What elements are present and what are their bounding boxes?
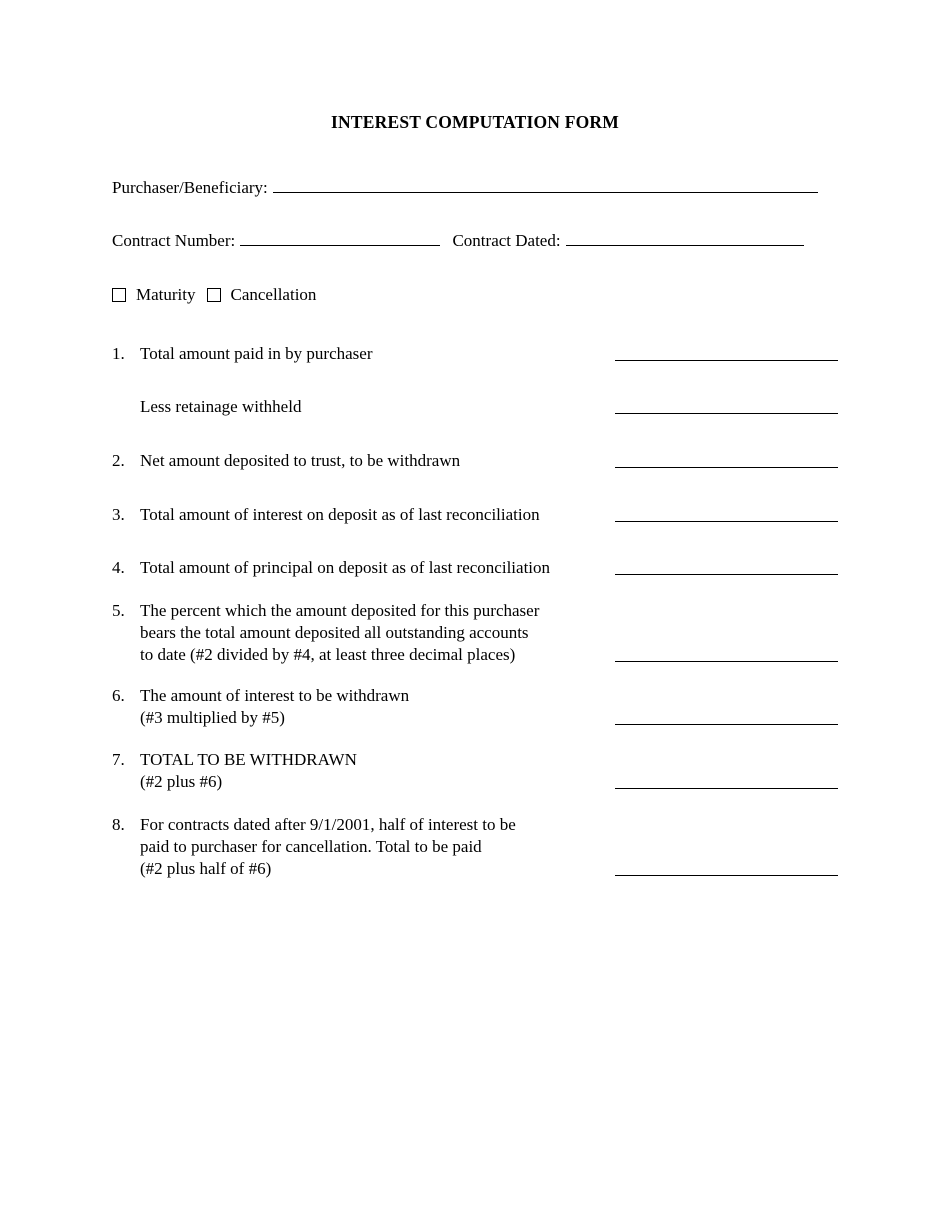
item-text-line-1: For contracts dated after 9/1/2001, half of interest to be xyxy=(140,815,516,834)
item-text-line-2: paid to purchaser for cancellation. Total to be paid xyxy=(140,837,482,856)
item-text: Total amount of principal on deposit as of last reconciliation xyxy=(140,558,551,577)
contract-row xyxy=(112,229,804,252)
contract-dated-label: Contract Dated: xyxy=(452,231,561,250)
item-text-line-2: bears the total amount deposited all outstanding accounts xyxy=(140,623,529,642)
item-text-line-3: to date (#2 divided by #4, at least three decimal places) xyxy=(140,645,516,664)
item-5 xyxy=(112,600,838,666)
maturity-label: Maturity xyxy=(136,285,196,304)
item-5-answer-field[interactable] xyxy=(615,661,838,662)
item-1-answer-field[interactable] xyxy=(615,360,838,361)
item-text-line-3: (#2 plus half of #6) xyxy=(140,859,272,878)
item-text: Total amount of interest on deposit as of last reconciliation xyxy=(140,505,540,524)
item-4-answer-field[interactable] xyxy=(615,574,838,575)
contract-number-field[interactable] xyxy=(240,229,440,246)
item-number: 8. xyxy=(112,815,125,834)
cancellation-checkbox[interactable] xyxy=(207,288,221,302)
item-6-answer-field[interactable] xyxy=(615,724,838,725)
item-number: 1. xyxy=(112,344,125,363)
item-number: 3. xyxy=(112,505,125,524)
item-text: Less retainage withheld xyxy=(140,397,302,416)
type-options xyxy=(112,284,327,306)
item-number: 7. xyxy=(112,750,125,769)
item-4 xyxy=(112,557,838,579)
item-text-line-2: (#3 multiplied by #5) xyxy=(140,708,285,727)
item-3 xyxy=(112,504,838,526)
item-number: 2. xyxy=(112,451,125,470)
item-text: Total amount paid in by purchaser xyxy=(140,344,373,363)
cancellation-label: Cancellation xyxy=(230,285,317,304)
item-text-line-2: (#2 plus #6) xyxy=(140,772,223,791)
item-text-line-1: TOTAL TO BE WITHDRAWN xyxy=(140,750,357,769)
item-2-answer-field[interactable] xyxy=(615,467,838,468)
item-text-line-1: The amount of interest to be withdrawn xyxy=(140,686,410,705)
item-text: Net amount deposited to trust, to be withdrawn xyxy=(140,451,461,470)
purchaser-field[interactable] xyxy=(273,176,818,193)
item-retainage-answer-field[interactable] xyxy=(615,413,838,414)
item-7 xyxy=(112,749,838,793)
item-1 xyxy=(112,343,838,365)
item-number: 5. xyxy=(112,601,125,620)
item-number: 6. xyxy=(112,686,125,705)
maturity-checkbox[interactable] xyxy=(112,288,126,302)
item-8 xyxy=(112,814,838,880)
item-6 xyxy=(112,685,838,729)
item-number: 4. xyxy=(112,558,125,577)
form-title: INTEREST COMPUTATION FORM xyxy=(331,112,619,132)
item-3-answer-field[interactable] xyxy=(615,521,838,522)
item-retainage xyxy=(112,396,838,418)
contract-number-label: Contract Number: xyxy=(112,231,236,250)
purchaser-label: Purchaser/Beneficiary: xyxy=(112,178,268,197)
item-2 xyxy=(112,450,838,472)
purchaser-row xyxy=(112,176,818,199)
item-8-answer-field[interactable] xyxy=(615,875,838,876)
item-text-line-1: The percent which the amount deposited for this purchaser xyxy=(140,601,540,620)
contract-dated-field[interactable] xyxy=(566,229,804,246)
item-7-answer-field[interactable] xyxy=(615,788,838,789)
